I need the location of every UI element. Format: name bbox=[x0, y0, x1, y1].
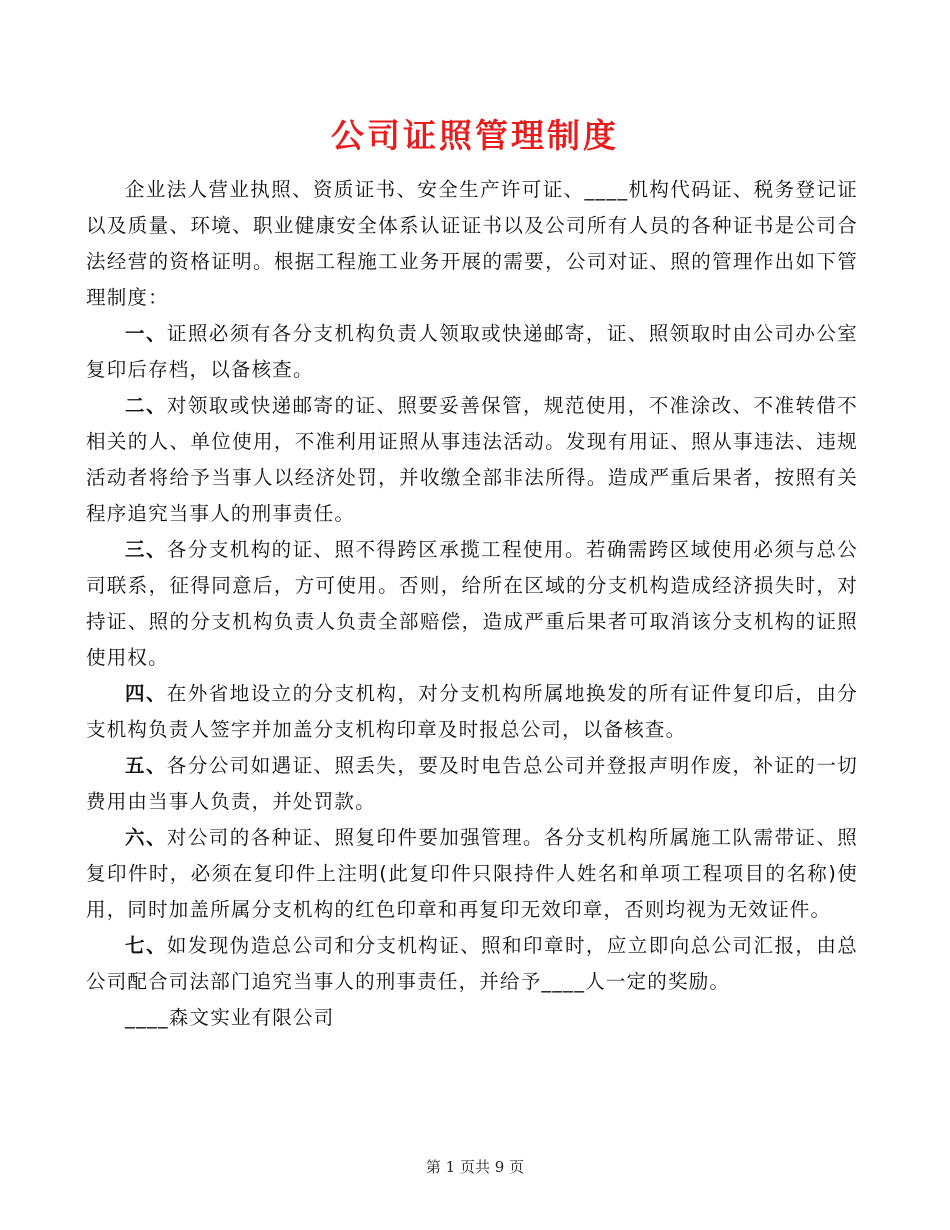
clause-3-number: 三、 bbox=[125, 538, 167, 561]
clause-2-text: 对领取或快递邮寄的证、照要妥善保管，规范使用，不准涂改、不准转借不相关的人、单位使用，不准利用证照从事违法活动。发现有用证、照从事违法、违规活动者将给予当事人以经济处罚，并收缴全部非法所得。造成严重后果者，按照有关程序追究当事人的刑事责任。 bbox=[86, 394, 858, 525]
clause-6-number: 六、 bbox=[125, 826, 167, 849]
clause-6 bbox=[86, 820, 858, 928]
clause-1-number: 一、 bbox=[125, 322, 167, 345]
clause-5 bbox=[86, 748, 858, 820]
clause-5-text: 各分公司如遇证、照丢失，要及时电告总公司并登报声明作废，补证的一切费用由当事人负责，并处罚款。 bbox=[86, 754, 858, 813]
clause-1-text: 证照必须有各分支机构负责人领取或快递邮寄，证、照领取时由公司办公室复印后存档，以备核查。 bbox=[86, 322, 858, 381]
clause-7-text: 如发现伪造总公司和分支机构证、照和印章时，应立即向总公司汇报，由总公司配合司法部门追究当事人的刑事责任，并给予____人一定的奖励。 bbox=[86, 934, 858, 993]
clause-2 bbox=[86, 388, 858, 532]
intro-paragraph: 企业法人营业执照、资质证书、安全生产许可证、____机构代码证、税务登记证以及质量、环境、职业健康安全体系认证证书以及公司所有人员的各种证书是公司合法经营的资格证明。根据工程施工业务开展的需要，公司对证、照的管理作出如下管理制度： bbox=[86, 178, 858, 309]
document-body bbox=[86, 172, 858, 1036]
clause-5-number: 五、 bbox=[125, 754, 167, 777]
clause-3 bbox=[86, 532, 858, 676]
company-signature: ____森文实业有限公司 bbox=[125, 1006, 335, 1029]
clause-1 bbox=[86, 316, 858, 388]
page-footer: 第 1 页共 9 页 bbox=[425, 1158, 525, 1176]
clause-6-text: 对公司的各种证、照复印件要加强管理。各分支机构所属施工队需带证、照复印件时，必须在复印件上注明(此复印件只限持件人姓名和单项工程项目的名称)使用，同时加盖所属分支机构的红色印章和再复印无效印章，否则均视为无效证件。 bbox=[86, 826, 858, 921]
clause-4 bbox=[86, 676, 858, 748]
clause-7-number: 七、 bbox=[125, 934, 167, 957]
clause-3-text: 各分支机构的证、照不得跨区承揽工程使用。若确需跨区域使用必须与总公司联系，征得同意后，方可使用。否则，给所在区域的分支机构造成经济损失时，对持证、照的分支机构负责人负责全部赔偿，造成严重后果者可取消该分支机构的证照使用权。 bbox=[86, 538, 858, 669]
clause-4-text: 在外省地设立的分支机构，对分支机构所属地换发的所有证件复印后，由分支机构负责人签字并加盖分支机构印章及时报总公司，以备核查。 bbox=[86, 682, 858, 741]
clause-2-number: 二、 bbox=[125, 394, 167, 417]
clause-7 bbox=[86, 928, 858, 1000]
page-title: 公司证照管理制度 bbox=[331, 116, 619, 155]
clause-4-number: 四、 bbox=[125, 682, 167, 705]
